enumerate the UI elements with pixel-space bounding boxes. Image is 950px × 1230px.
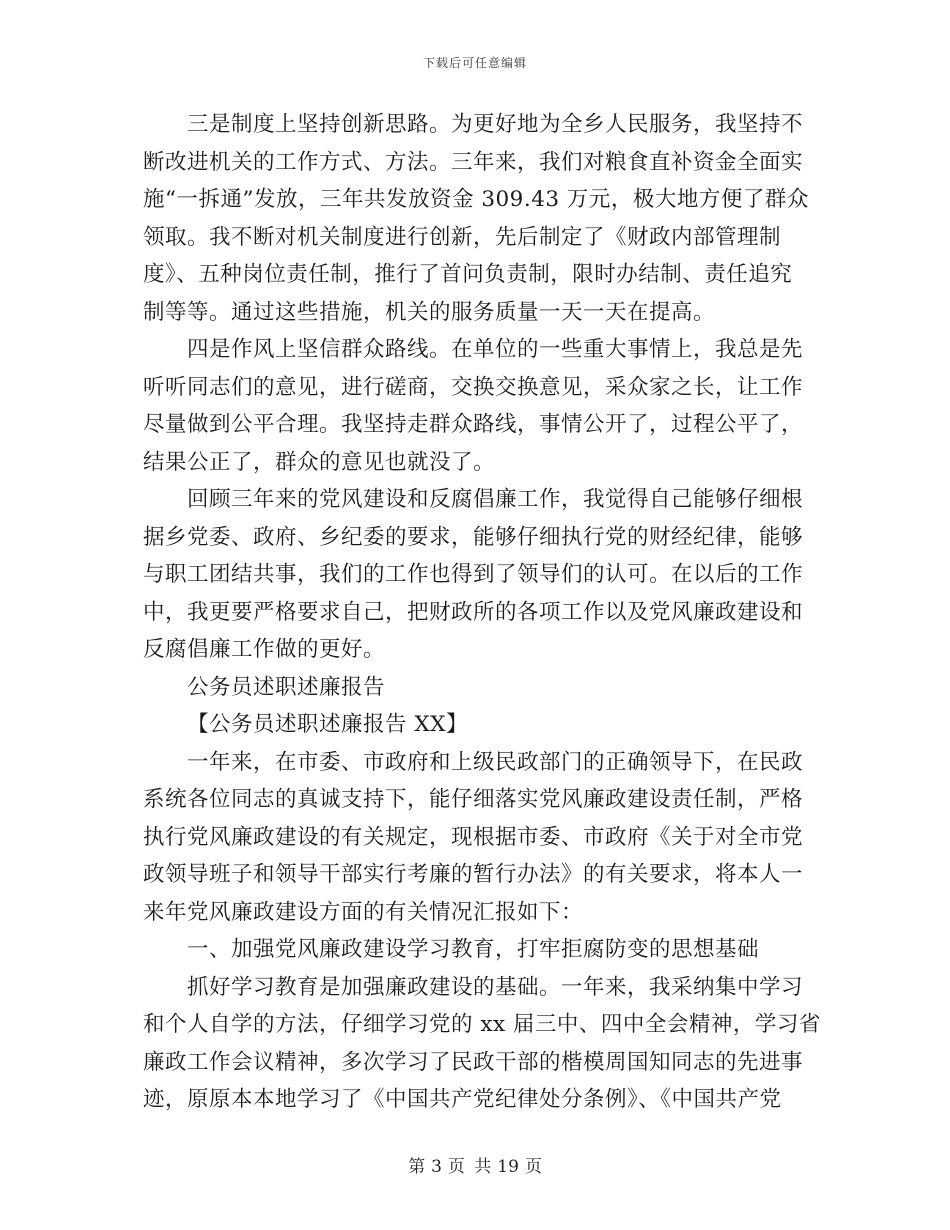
current-page-number: 3 xyxy=(431,1157,442,1177)
footer-prefix: 第 xyxy=(408,1157,426,1177)
paragraph-line: 反腐倡廉工作做的更好。 xyxy=(143,637,386,662)
paragraph-line: 度》、五种岗位责任制，推行了首问负责制，限时办结制、责任追究 xyxy=(143,262,793,287)
page-header: 下载后可任意编辑 xyxy=(422,56,527,70)
paragraph-line: 三是制度上坚持创新思路。为更好地为全乡人民服务，我坚持不 xyxy=(187,112,804,137)
paragraph-line: 与职工团结共事，我们的工作也得到了领导们的认可。在以后的工作 xyxy=(143,562,804,587)
section-heading: 一、加强党风廉政建设学习教育，打牢拒腐防变的思想基础 xyxy=(187,937,760,962)
paragraph-line: 结果公正了，群众的意见也就没了。 xyxy=(143,449,496,475)
section-title: 公务员述职述廉报告 xyxy=(187,674,386,700)
paragraph-line: 据乡党委、政府、乡纪委的要求，能够仔细执行党的财经纪律，能够 xyxy=(143,524,804,550)
total-pages-number: 19 xyxy=(497,1157,519,1177)
paragraph-line: 迹，原原本本地学习了《中国共产党纪律处分条例》、《中国共产党 xyxy=(143,1087,782,1112)
footer-middle: 页 共 xyxy=(447,1157,492,1177)
paragraph-line: 和个人自学的方法，仔细学习党的 xx 届三中、四中全会精神，学习省 xyxy=(143,1012,821,1037)
paragraph-line: 执行党风廉政建设的有关规定，现根据市委、市政府《关于对全市党 xyxy=(143,824,804,850)
paragraph-line: 听听同志们的意见，进行磋商，交换交换意见，采众家之长，让工作 xyxy=(143,374,804,400)
paragraph-line: 系统各位同志的真诚支持下，能仔细落实党风廉政建设责任制，严格 xyxy=(143,787,804,812)
paragraph-line: 抓好学习教育是加强廉政建设的基础。一年来，我采纳集中学习 xyxy=(187,974,804,1000)
footer-suffix: 页 xyxy=(524,1157,542,1177)
paragraph-line: 制等等。通过这些措施，机关的服务质量一天一天在提高。 xyxy=(143,299,716,325)
paragraph-line: 施“一拆通”发放，三年共发放资金 309.43 万元，极大地方便了群众 xyxy=(143,187,809,212)
paragraph-line: 来年党风廉政建设方面的有关情况汇报如下： xyxy=(143,899,584,925)
paragraph-line: 尽量做到公平合理。我坚持走群众路线，事情公开了，过程公平了， xyxy=(143,412,804,437)
paragraph-line: 四是作风上坚信群众路线。在单位的一些重大事情上，我总是先 xyxy=(187,337,804,362)
paragraph-line: 中，我更要严格要求自己，把财政所的各项工作以及党风廉政建设和 xyxy=(143,599,804,625)
section-subtitle: 【公务员述职述廉报告 XX】 xyxy=(187,712,468,737)
paragraph-line: 领取。我不断对机关制度进行创新，先后制定了《财政内部管理制 xyxy=(143,224,782,250)
document-body xyxy=(143,106,821,1119)
paragraph-line: 一年来，在市委、市政府和上级民政部门的正确领导下，在民政 xyxy=(187,749,804,775)
paragraph-line: 政领导班子和领导干部实行考廉的暂行办法》的有关要求，将本人一 xyxy=(143,862,804,887)
page-footer xyxy=(0,1152,950,1177)
paragraph-line: 断改进机关的工作方式、方法。三年来，我们对粮食直补资金全面实 xyxy=(143,149,804,175)
paragraph-line: 回顾三年来的党风建设和反腐倡廉工作，我觉得自己能够仔细根 xyxy=(187,487,804,512)
paragraph-line: 廉政工作会议精神，多次学习了民政干部的楷模周国知同志的先进事 xyxy=(143,1049,804,1075)
